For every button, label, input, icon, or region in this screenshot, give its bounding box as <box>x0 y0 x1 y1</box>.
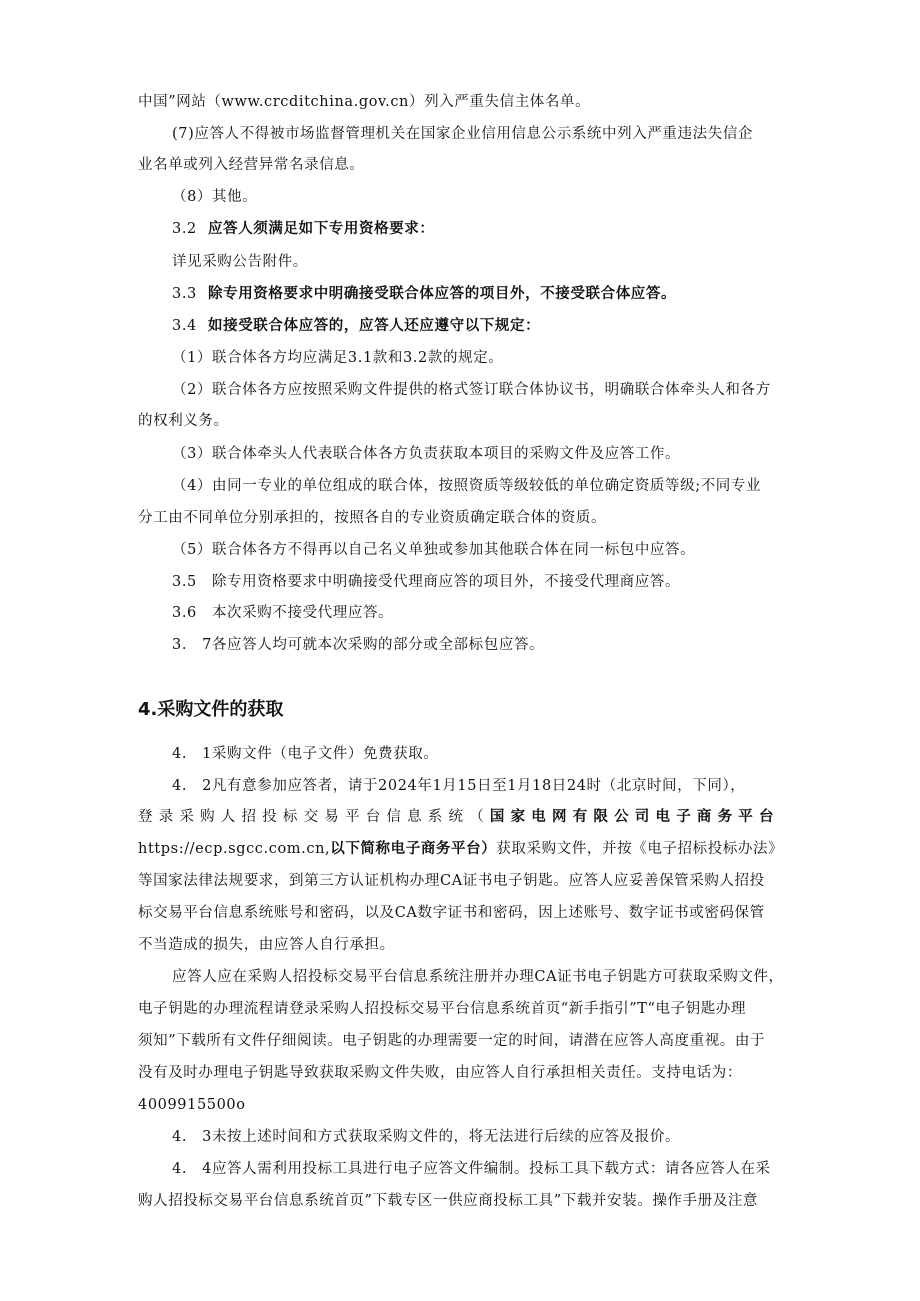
clause-4-2-line3 <box>138 839 783 859</box>
text-run: 登录采购人招投标交易平台信息系统（ <box>138 809 490 825</box>
section-heading: 4.采购文件的获取 <box>138 699 284 720</box>
item-8: （8）其他。 <box>172 189 258 205</box>
clause-number: 3.3 <box>172 286 197 302</box>
clause-3-4 <box>172 316 540 336</box>
clause-number: 3.2 <box>172 221 197 237</box>
clause-4-2-line2 <box>138 807 780 827</box>
item-7-line2: 业名单或列入经营异常名录信息。 <box>138 157 365 173</box>
platform-alias: 以下简称电子商务平台） <box>330 841 497 857</box>
clause-3-4-item-5: （5）联合体各方不得再以自己名义单独或参加其他联合体在同一标包中应答。 <box>172 542 696 558</box>
clause-3-5: 3.5 除专用资格要求中明确接受代理商应答的项目外，不接受代理商应答。 <box>172 574 681 590</box>
platform-name: 国家电网有限公司电子商务平台 <box>489 809 780 825</box>
clause-title: 应答人须满足如下专用资格要求： <box>208 221 435 237</box>
platform-url: https://ecp.sgcc.com.cn, <box>138 841 331 857</box>
clause-3-4-item-2-line2: 的权利义务。 <box>138 413 229 429</box>
clause-4-2-line5: 标交易平台信息系统账号和密码，以及CA数字证书和密码，因上述账号、数字证书或密码保管 <box>138 905 765 921</box>
support-phone: 4009915500o <box>138 1097 246 1113</box>
ca-paragraph-line3: 须知”下载所有文件仔细阅读。电子钥匙的办理需要一定的时间，请潜在应答人高度重视。由于 <box>138 1033 766 1049</box>
clause-number: 3.4 <box>172 318 197 334</box>
ca-paragraph-line4: 没有及时办理电子钥匙导致获取采购文件失败，由应答人自行承担相关责任。支持电话为： <box>138 1065 742 1081</box>
clause-3-2-body: 详见采购公告附件。 <box>172 254 308 270</box>
clause-3-4-item-1: （1）联合体各方均应满足3.1款和3.2款的规定。 <box>172 350 504 366</box>
clause-3-4-item-4-line1: （4）由同一专业的单位组成的联合体，按照资质等级较低的单位确定资质等级;不同专业 <box>172 478 762 494</box>
item-7-line1: (7)应答人不得被市场监督管理机关在国家企业信用信息公示系统中列入严重违法失信企 <box>172 126 754 142</box>
clause-4-4-line1: 4. 4应答人需利用投标工具进行电子应答文件编制。投标工具下载方式：请各应答人在采 <box>172 1161 771 1177</box>
clause-3-4-item-3: （3）联合体牵头人代表联合体各方负责获取本项目的采购文件及应答工作。 <box>172 446 681 462</box>
clause-3-4-item-2-line1: （2）联合体各方应按照采购文件提供的格式签订联合体协议书，明确联合体牵头人和各方 <box>172 382 771 398</box>
clause-3-2 <box>172 219 435 239</box>
clause-3-4-item-4-line2: 分工由不同单位分别承担的，按照各自的专业资质确定联合体的资质。 <box>138 510 607 526</box>
clause-3-7: 3. 7各应答人均可就本次采购的部分或全部标包应答。 <box>172 637 545 653</box>
clause-4-4-line2: 购人招投标交易平台信息系统首页”下载专区一供应商投标工具”下载并安装。操作手册及注意 <box>138 1193 759 1209</box>
ca-paragraph-line1: 应答人应在采购人招投标交易平台信息系统注册并办理CA证书电子钥匙方可获取采购文件， <box>172 969 784 985</box>
clause-4-2-line4: 等国家法律法规要求，到第三方认证机构办理CA证书电子钥匙。应答人应妥善保管采购人招投 <box>138 873 765 889</box>
clause-4-2-line1: 4. 2凡有意参加应答者，请于2024年1月15日至1月18日24时（北京时间，下同）， <box>172 778 746 794</box>
clause-4-1: 4. 1采购文件（电子文件）免费获取。 <box>172 746 439 762</box>
clause-4-2-line6: 不当造成的损失，由应答人自行承担。 <box>138 937 395 953</box>
text-run: 获取采购文件，并按《电子招标投标办法》 <box>496 841 784 857</box>
clause-title: 除专用资格要求中明确接受联合体应答的项目外，不接受联合体应答。 <box>208 286 677 302</box>
clause-4-3: 4. 3未按上述时间和方式获取采购文件的，将无法进行后续的应答及报价。 <box>172 1129 681 1145</box>
clause-title: 如接受联合体应答的，应答人还应遵守以下规定： <box>208 318 541 334</box>
paragraph-line: 中国”网站（www.crcditchina.gov.cn）列入严重失信主体名单。 <box>138 94 591 110</box>
clause-3-6: 3.6 本次采购不接受代理应答。 <box>172 605 394 621</box>
ca-paragraph-line2: 电子钥匙的办理流程请登录采购人招投标交易平台信息系统首页“新手指引”T“电子钥匙办理 <box>138 1001 747 1017</box>
clause-3-3 <box>172 284 676 304</box>
